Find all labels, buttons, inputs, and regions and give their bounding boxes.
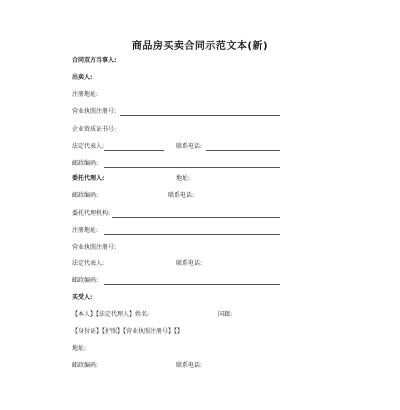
document-title: 商品房买卖合同示范文本(新) [131,41,269,52]
seller-license-label: 营业执照注册号: [72,108,117,115]
seller-phone-label: 联系电话: [176,143,203,150]
seller-address-label: 注册地址: [72,91,99,98]
buyer-phone-label: 联系电话: [176,362,203,369]
buyer-address-label: 地址: [72,345,87,352]
seller-heading: 出卖人: [72,74,93,81]
buyer-nationality-label: 国籍: [218,311,233,318]
seller-license-line [120,115,280,116]
agency-phone-label: 联系电话: [176,260,203,267]
buyer-id-type-line: 【身份证】【护照】【营业执照注册号】【】 [72,328,184,335]
agent-heading: 委托代理人: [72,175,105,182]
agent-phone-label: 联系电话: [168,192,195,199]
agent-address-label: 地址: [176,175,191,182]
buyer-heading: 买受人: [72,294,93,301]
agency-license-label: 营业执照注册号: [72,244,117,251]
seller-qualification-label: 企业资质证书号: [72,126,117,133]
buyer-type-line: 【本人】【法定代理人】姓名: [72,311,150,318]
buyer-postcode-label: 邮政编码: [72,362,99,369]
seller-postcode-line [104,167,280,168]
agency-legal-rep-label: 法定代表人: [72,260,105,267]
agent-postcode-label: 邮政编码: [72,192,99,199]
seller-phone-line [206,150,280,151]
agency-postcode-line [104,284,280,285]
seller-legal-rep-line [104,150,164,151]
agency-line [112,217,280,218]
parties-heading: 合同双方当事人: [72,57,117,64]
agency-address-line [104,234,280,235]
agency-postcode-label: 邮政编码: [72,277,99,284]
agency-address-label: 注册地址: [72,227,99,234]
agency-heading: 委托代理机构: [72,210,111,217]
seller-legal-rep-label: 法定代表人: [72,143,105,150]
seller-postcode-label: 邮政编码: [72,160,99,167]
